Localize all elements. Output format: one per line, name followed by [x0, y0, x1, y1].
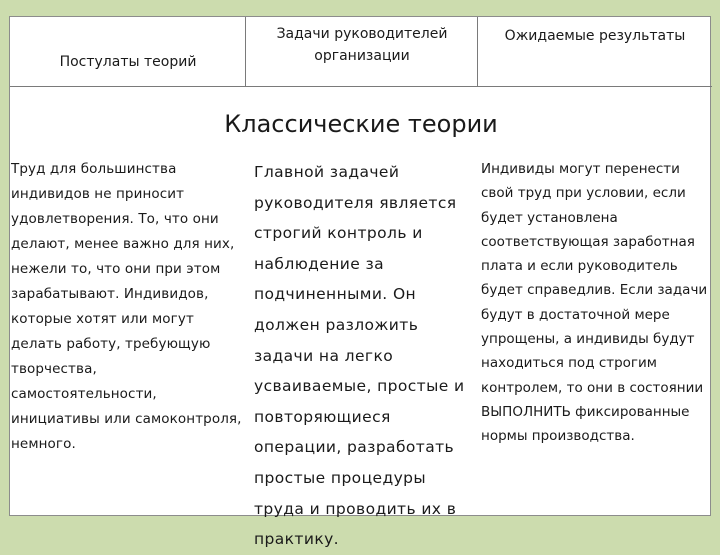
- tasks-cell: Главной задачей руководителя является строгий контроль и наблюдение за подчиненными. Он должен разложить задачи на легко усваиваемые, простые и повторяющиеся операции, разработать простые процедуры труда и проводить их в практику.: [254, 163, 465, 549]
- header-tasks: Задачи руководителей организации: [276, 26, 448, 64]
- postulates-cell: Труд для большинства индивидов не приносит удовлетворения. То, что они делают, менее важно для них, нежели то, что они при этом зарабатывают. Индивидов, которые хотят или могут делать работу, требующую творчества, самостоятельности, инициативы или самоконтроля, немного.: [11, 161, 242, 452]
- theories-table: [9, 16, 711, 549]
- header-results: Ожидаемые результаты: [504, 28, 686, 44]
- section-title: Классические теории: [224, 110, 498, 138]
- results-cell: Индивиды могут перенести свой труд при условии, если будет установлена соответствующая заработная плата и если руководитель будет справедлив. Если задачи будут в достаточной мере упрощены, а индивиды будут находиться под строгим контролем, то они в состоянии ВЫПОЛНИТЬ фиксированные нормы производства.: [481, 161, 708, 445]
- header-postulates: [10, 17, 246, 87]
- header-postulates-label: Постулаты теорий: [59, 54, 197, 70]
